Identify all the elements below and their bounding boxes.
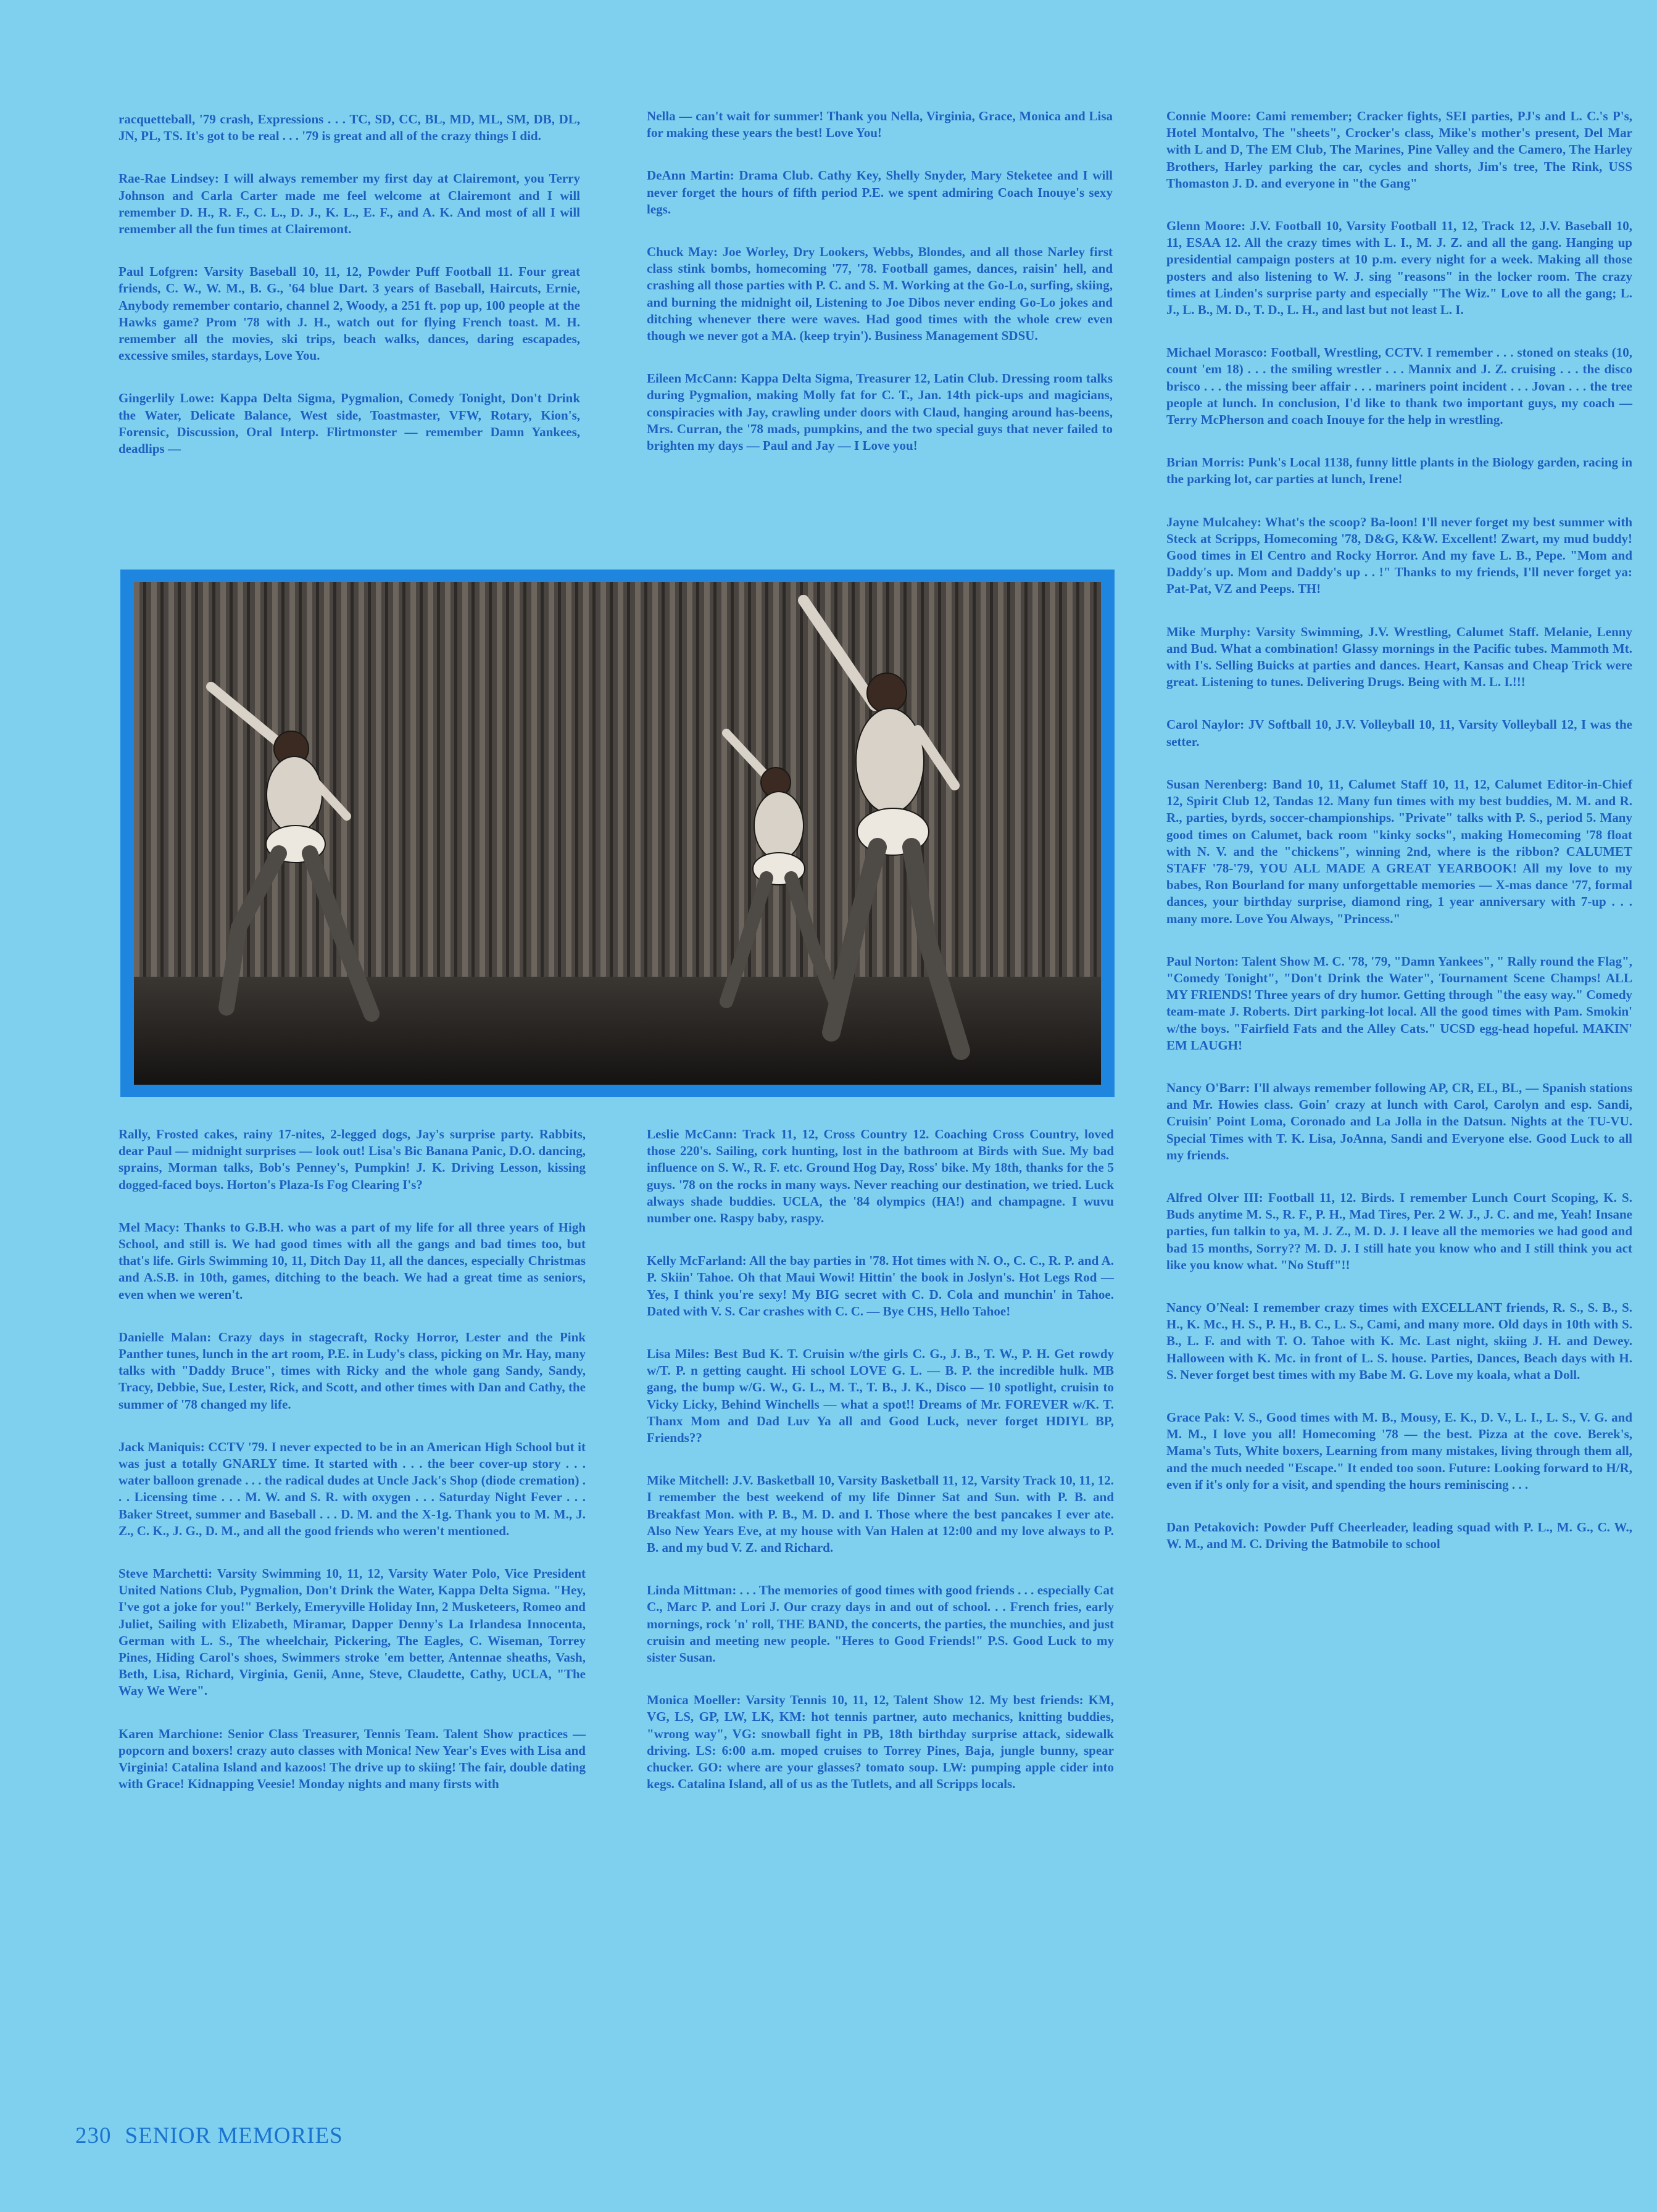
column-right	[1166, 108, 1632, 1578]
memory-entry: Eileen McCann: Kappa Delta Sigma, Treasurer 12, Latin Club. Dressing room talks during Pygmalion, making Molly fat for C. T., Jan. 14th pick-ups and magicians, conspiracies with Jay, crawling under doors with Claud, hanging around has-beens, Mrs. Curran, the '78 mads, pumpkins, and the two special guys that never failed to brighten my days — Paul and Jay — I Love you!	[647, 371, 1113, 454]
memory-entry: Lisa Miles: Best Bud K. T. Cruisin w/the girls C. G., J. B., T. W., P. H. Get rowdy w/T. P. n getting caught. Hi school LOVE G. L. — B. P. the incredible hulk. MB gang, the bump w/G. W., G. L., M. T., T. B., J. K., Disco — 10 spotlight, cruisin to Vicky Licky, Behind Winchells — what a spot!! Dreams of Mr. FOREVER w/K. T. Thanx Mom and Dad Luv Ya all and Good Luck, never forget HDIYL BP, Friends??	[647, 1346, 1114, 1446]
memory-entry: Nancy O'Barr: I'll always remember following AP, CR, EL, BL, — Spanish stations and Mr. Howies class. Goin' crazy at lunch with Carol, Carolyn and esp. Sandi, Cruisin' Point Loma, Coronado and La Jolla in the Datsun. Nights at the TU-VU. Special Times with T. K. Lisa, JoAnna, Sandi and Everyone else. Good Luck to all my friends.	[1166, 1080, 1632, 1162]
memory-entry: Monica Moeller: Varsity Tennis 10, 11, 12, Talent Show 12. My best friends: KM, VG, LS, GP, LW, LK, KM: hot tennis partner, auto mechanics, knitting buddies, "wrong way", VG: snowball fight in PB, 18th birthday surprise attack, sidewalk driving. LS: 6:00 a.m. moped cruises to Torrey Pines, Baja, jungle bunny, spear chucker. GO: where are your glasses? tomato soup. LW: pumping apple cider into kegs. Catalina Island, all of us as the Tutlets, and all Scripps locals.	[647, 1692, 1114, 1792]
memory-entry: Glenn Moore: J.V. Football 10, Varsity Football 11, 12, Track 12, J.V. Baseball 10, 11, ESAA 12. All the crazy times with L. I., M. J. Z. and all the gang. Hanging up presidential campaign posters at 10 p.m. every night for a week. Making all those posters and also listening to W. J. sing "reasons" in the locker room. The crazy times at Linden's surprise party and especially "The Wiz." Love to all the gang; L. J., L. B., M. D., T. D., L. H., and last but not least L. I.	[1166, 218, 1632, 318]
memory-entry: Kelly McFarland: All the bay parties in '78. Hot times with N. O., C. C., R. P. and A. P. Skiin' Tahoe. Oh that Maui Wowi! Hittin' the book in Joslyn's. Hot Legs Rod — Yes, I think you're sexy! My BIG secret with C. D. Cola and munchin' in Tahoe. Dated with V. S. Car crashes with C. C. — Bye CHS, Hello Tahoe!	[647, 1253, 1114, 1319]
column-middle-bottom	[647, 1126, 1114, 1819]
memory-entry: DeAnn Martin: Drama Club. Cathy Key, Shelly Snyder, Mary Steketee and I will never forget the hours of fifth period P.E. we spent admiring Coach Inouye's sexy legs.	[647, 168, 1113, 217]
memory-entry: Michael Morasco: Football, Wrestling, CCTV. I remember . . . stoned on steaks (10, count 'em 18) . . . the smiling wrestler . . . Mannix and J. Z. cruising . . . the disco brisco . . . the missing beer affair . . . mariners point incident . . . Jovan . . . the tree people at lunch. In conclusion, I'd like to thank two important guys, my coach — Terry McPherson and coach Inouye for the help in wrestling.	[1166, 345, 1632, 428]
dancers-photo-frame	[120, 570, 1115, 1097]
memory-entry: Jayne Mulcahey: What's the scoop? Ba-loon! I'll never forget my best summer with Steck at Scripps, Homecoming '78, D&G, K&W. Excellent! Zwart, my mud buddy! Good times in El Centro and Rocky Horror. And my fave L. B., Pepe. "Mom and Daddy's up. Mom and Daddy's up . . !" Thanks to my friends, I'll never forget ya: Pat-Pat, VZ and Peeps. TH!	[1166, 514, 1632, 597]
memory-entry: Paul Lofgren: Varsity Baseball 10, 11, 12, Powder Puff Football 11. Four great friends, C. W., W. M., B. G., '64 blue Dart. 3 years of Baseball, Haircuts, Ernie, Anybody remember contario, channel 2, Woody, a 251 ft. pop up, 100 people at the Hawks game? Prom '78 with J. H., watch out for flying French toast. M. H. remember all the movies, ski trips, beach walks, dances, daring escapades, excessive smiles, stardays, Love You.	[118, 264, 580, 363]
memory-entry: Paul Norton: Talent Show M. C. '78, '79, "Damn Yankees", " Rally round the Flag", "Comedy Tonight", "Don't Drink the Water", Tournament Scene Champs! ALL MY FRIENDS! Three years of dry humor. Getting through "the easy way." Comedy team-mate J. Roberts. Dirt parking-lot local. All the good times with Pam. Smokin' w/the boys. "Fairfield Fats and the Alley Cats." UCSD egg-head hopeful. MAKIN' EM LAUGH!	[1166, 953, 1632, 1053]
memory-entry: Rally, Frosted cakes, rainy 17-nites, 2-legged dogs, Jay's surprise party. Rabbits, dear Paul — midnight surprises — look out! Lisa's Bic Banana Panic, D.O. dancing, sprains, Morman talks, Bob's Penney's, Pumpkin! J. K. Driving Lesson, kissing dogged-faced boys. Horton's Plaza-Is Fog Clearing I's?	[118, 1127, 586, 1192]
memory-entry: Leslie McCann: Track 11, 12, Cross Country 12. Coaching Cross Country, loved those 220's. Sailing, cork hunting, lost in the bathroom at Birds with Sue. My bad influence on S. W., R. F. etc. Ground Hog Day, Ross' bike. My 18th, thanks for the 5 guys. '78 on the rocks in many ways. Never reaching our destination, we tried. Luck always shade buddies. UCLA, the '84 olympics (HA!) and champagne. I wuvu number one. Raspy baby, raspy.	[647, 1127, 1114, 1226]
memory-entry: Nancy O'Neal: I remember crazy times with EXCELLANT friends, R. S., S. B., S. H., K. Mc., H. S., P. H., B. C., L. S., Cami, and many more. Old days in 10th with S. B., L. F. and with T. O. Tahoe with K. Mc. Last night, skiing J. H. and Dewey. Halloween with K. Mc. in front of L. S. house. Parties, Dances, Beach days with H. S. Never forget best times with my Babe M. G. Love my koala, what a Doll.	[1166, 1299, 1632, 1382]
dancers-photo	[134, 582, 1101, 1085]
memory-entry: Grace Pak: V. S., Good times with M. B., Mousy, E. K., D. V., L. I., L. S., V. G. and M. M., I love you all! Homecoming '78 — the best. Pizza at the cove. Berek's, Mama's Tuts, White boxers, Learning from many mistakes, living through them all, and the much needed "Escape." It ended too soon. Future: Looking forward to H/R, even if it's only for a visit, and spending the hours reminiscing . . .	[1166, 1409, 1632, 1492]
memory-entry: Rae-Rae Lindsey: I will always remember my first day at Clairemont, you Terry Johnson and Carla Carter made me feel welcome at Clairemont and I will remember D. H., R. F., C. L., D. J., K. L., E. F., and A. K. And most of all I will remember all the fun times at Clairemont.	[118, 171, 580, 237]
memory-entry: Mike Mitchell: J.V. Basketball 10, Varsity Basketball 11, 12, Varsity Track 10, 11, 12. I remember the best weekend of my life Dinner Sat and Sun. with P. B. and Breakfast Mon. with P. B., M. D. and I. Those where the best pancakes I ever ate. Also New Years Eve, at my house with Van Halen at 12:00 and my love always to P. B. and my bud V. Z. and Richard.	[647, 1473, 1114, 1555]
memory-entry: Danielle Malan: Crazy days in stagecraft, Rocky Horror, Lester and the Pink Panther tunes, lunch in the art room, P.E. in Ludy's class, picking on Mr. Hay, many talks with "Daddy Bruce", times with Ricky and the whole gang Sandy, Sandy, Tracy, Debbie, Sue, Lester, Rick, and Scott, and other times with Dan and Cathy, the summer of '78 changed my life.	[118, 1329, 586, 1412]
memory-entry: Steve Marchetti: Varsity Swimming 10, 11, 12, Varsity Water Polo, Vice President United Nations Club, Pygmalion, Don't Drink the Water, Kappa Delta Sigma. "Hey, I've got a joke for you!" Berkely, Emeryville Holiday Inn, 2 Musketeers, Romeo and Juliet, Sailing with Elizabeth, Miramar, Dapper Denny's La Irlandesa Innocenta, German with L. S., The wheelchair, Pickering, The Eagles, C. Wiseman, Torrey Pines, Hiding Carol's shoes, Swimmers stroke 'em better, Antennae sheaths, Vash, Beth, Lisa, Richard, Virginia, Genii, Anne, Steve, Claudette, Cathy, UCLA, "The Way We Were".	[118, 1566, 586, 1699]
memory-entry: Alfred Olver III: Football 11, 12. Birds. I remember Lunch Court Scoping, K. S. Buds anytime M. S., R. F., P. H., Mad Tires, Per. 2 W. J., J. C. and me, Yeah! Insane parties, fun talkin to ya, M. J. Z., M. D. J. I leave all the memories we had good and bad 15 months, Sorry?? M. D. J. I still hate you know who and I still think you act like you know what. "No Stuff"!!	[1166, 1190, 1632, 1272]
memory-entry: Jack Maniquis: CCTV '79. I never expected to be in an American High School but it was just a totally GNARLY time. It started with . . . the beer cover-up story . . . water balloon grenade . . . the radical dudes at Uncle Jack's Shop (diode cremation) . . . Licensing time . . . M. W. and S. R. with oxygen . . . Saturday Night Fever . . . Baker Street, summer and Baseball . . . D. M. and the X-1g. Thank you to M. M., J. Z., C. K., J. G., D. M., and all the good friends who weren't mentioned.	[118, 1439, 586, 1538]
memory-entry: Chuck May: Joe Worley, Dry Lookers, Webbs, Blondes, and all those Narley first class stink bombs, homecoming '77, '78. Football games, dances, raisin' hell, and crashing all those parties with P. C. and S. M. Working at the Go-Lo, surfing, skiing, and burning the midnight oil, Listening to Joe Dibos never ending Go-Lo jokes and ditching whenever there were waves. Had good times with the whole crew even though we never got a MA. (keep tryin'). Business Management SDSU.	[647, 244, 1113, 344]
memory-entry: Linda Mittman: . . . The memories of good times with good friends . . . especially Cat C., Marc P. and Lori J. Our crazy days in and out of school. . . French fries, early mornings, rock 'n' roll, THE BAND, the concerts, the parties, the munchies, and just cruisin and meeting new people. "Heres to Good Friends!" P.S. Good Luck to my sister Susan.	[647, 1583, 1114, 1665]
memory-entry: Dan Petakovich: Powder Puff Cheerleader, leading squad with P. L., M. G., C. W., W. M., and M. C. Driving the Batmobile to school	[1166, 1520, 1632, 1552]
memory-entry: Carol Naylor: JV Softball 10, J.V. Volleyball 10, 11, Varsity Volleyball 12, I was the setter.	[1166, 717, 1632, 749]
memory-entry: Nella — can't wait for summer! Thank you Nella, Virginia, Grace, Monica and Lisa for making these years the best! Love You!	[647, 109, 1113, 141]
stage-dancers-image	[134, 582, 1101, 1085]
memory-entry: Karen Marchione: Senior Class Treasurer, Tennis Team. Talent Show practices — popcorn and boxers! crazy auto classes with Monica! New Year's Eves with Lisa and Virginia! Catalina Island and kazoos! The drive up to skiing! The fair, double dating with Grace! Kidnapping Veesie! Monday nights and many firsts with	[118, 1726, 586, 1792]
memory-entry: Susan Nerenberg: Band 10, 11, Calumet Staff 10, 11, 12, Calumet Editor-in-Chief 12, Spirit Club 12, Tandas 12. Many fun times with my best buddies, M. M. and R. R., parties, byrds, soccer-championships. "Private" talks with P. S., period 5. Many good times on Calumet, back room "kinky socks", making Homecoming '78 float with N. V. and the "chickens", winning 2nd, where is the ribbon? CALUMET STAFF '78-'79, YOU ALL MADE A GREAT YEARBOOK! All my love to my babes, Ron Bourland for many unforgettable memories — X-mas dance '77, formal dances, your birthday surprise, diamond ring, 1 year anniversary with 7-up . . . many more. Love You Always, "Princess."	[1166, 776, 1632, 926]
memory-entry: Connie Moore: Cami remember; Cracker fights, SEI parties, PJ's and L. C.'s P's, Hotel Montalvo, The "sheets", Crocker's class, Mike's mother's present, Del Mar with L and D, The EM Club, The Marines, Pine Valley and the Camero, The Harley Brothers, Harley parking the car, cycles and shorts, Jim's tree, The Rink, USS Thomaston J. D. and everyone in "the Gang"	[1166, 109, 1632, 191]
column-left-top	[118, 111, 580, 483]
page-footer	[75, 2123, 343, 2149]
column-middle-top	[647, 108, 1113, 480]
column-left-bottom	[118, 1126, 586, 1819]
memory-entry: Brian Morris: Punk's Local 1138, funny little plants in the Biology garden, racing in the parking lot, car parties at lunch, Irene!	[1166, 455, 1632, 487]
memory-entry: Mike Murphy: Varsity Swimming, J.V. Wrestling, Calumet Staff. Melanie, Lenny and Bud. What a combination! Glassy mornings in the Pacific tubes. Mammoth Mt. with I's. Selling Buicks at parties and dances. Heart, Kansas and Cheap Trick were great. Listening to tunes. Delivering Drugs. Being with M. L. I.!!!	[1166, 624, 1632, 690]
section-title: SENIOR MEMORIES	[125, 2123, 343, 2148]
memory-entry: Gingerlily Lowe: Kappa Delta Sigma, Pygmalion, Comedy Tonight, Don't Drink the Water, Delicate Balance, West side, Toastmaster, VFW, Rotary, Kion's, Forensic, Discussion, Oral Interp. Flirtmonster — remember Damn Yankees, deadlips —	[118, 391, 580, 457]
memory-entry: racquetteball, '79 crash, Expressions . . . TC, SD, CC, BL, MD, ML, SM, DB, DL, JN, PL, TS. It's got to be real . . . '79 is great and all of the crazy things I did.	[118, 112, 580, 144]
memory-entry: Mel Macy: Thanks to G.B.H. who was a part of my life for all three years of High School, and still is. We had good times with all the gangs and bad times too, but that's life. Girls Swimming 10, 11, Ditch Day 11, all the dances, especially Christmas and A.S.B. in 10th, games, ditching to the beach. We had a great time as seniors, even when we weren't.	[118, 1219, 586, 1302]
page-number: 230	[75, 2123, 112, 2148]
